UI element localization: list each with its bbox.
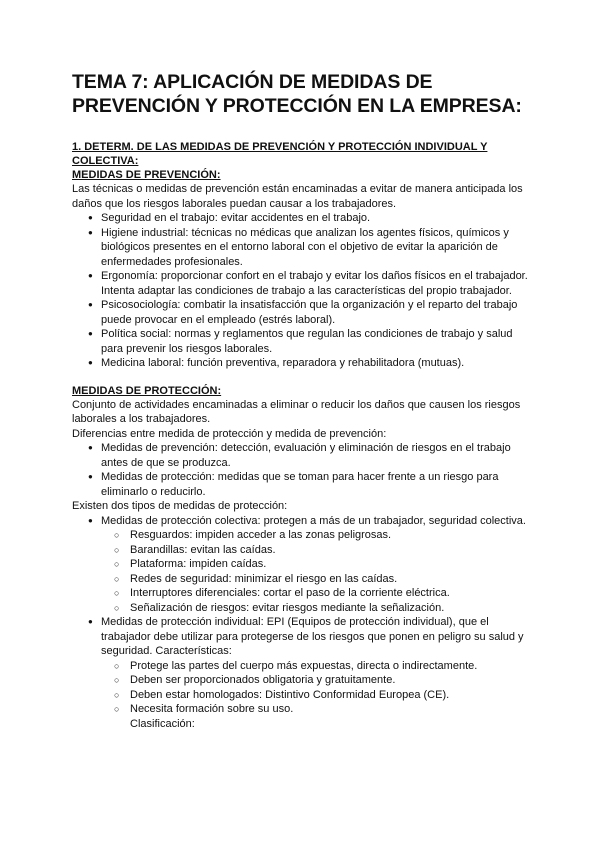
individual-sublist: [101, 659, 532, 717]
sub-list-item: ○ Deben estar homologados: Distintivo Conformidad Europea (CE).: [101, 688, 532, 703]
prevencion-heading: MEDIDAS DE PREVENCIÓN:: [72, 169, 221, 181]
prevencion-intro: Las técnicas o medidas de prevención están encaminadas a evitar de manera anticipada los daños que los riesgos laborales puedan causar a los trabajadores.: [72, 183, 523, 210]
list-item: ● Política social: normas y reglamentos que regulan las condiciones de trabajo y salud para prevenir los riesgos laborales.: [72, 327, 532, 356]
proteccion-heading: MEDIDAS DE PROTECCIÓN:: [72, 384, 222, 397]
sub-list-item: ○ Protege las partes del cuerpo más expuestas, directa o indirectamente.: [101, 659, 532, 674]
sub-list-item: ○ Deben ser proporcionados obligatoria y gratuitamente.: [101, 673, 532, 688]
list-item: ● Seguridad en el trabajo: evitar accidentes en el trabajo.: [72, 211, 532, 226]
proteccion-intro: Conjunto de actividades encaminadas a eliminar o reducir los daños que causen los riesgos laborales a los trabajadores.: [72, 398, 521, 425]
sub-list-item: ○ Barandillas: evitan las caídas.: [101, 543, 532, 558]
sub-list-item: ○ Interruptores diferenciales: cortar el paso de la corriente eléctrica.: [101, 586, 532, 601]
colectiva-sublist: [101, 528, 532, 615]
prevencion-list: [72, 211, 532, 371]
list-item-colectiva: [72, 514, 532, 616]
sub-list-item: ○ Plataforma: impiden caídas.: [101, 557, 532, 572]
diferencias-intro: Diferencias entre medida de protección y medida de prevención:: [72, 427, 387, 440]
sub-list-item: ○ Señalización de riesgos: evitar riesgos mediante la señalización.: [101, 601, 532, 616]
sub-list-item: ○ Necesita formación sobre su uso.: [101, 702, 532, 717]
tipos-intro: Existen dos tipos de medidas de protección:: [72, 500, 288, 512]
list-item: ● Psicosociología: combatir la insatisfacción que la organización y el reparto del trabajo puede provocar en el empleado (estrés laboral).: [72, 298, 532, 327]
list-item: ● Higiene industrial: técnicas no médicas que analizan los agentes físicos, químicos y biológicos presentes en el entorno laboral con el objetivo de evitar la aparición de enfermedades profesionales.: [72, 226, 532, 270]
list-item: ● Medidas de protección: medidas que se toman para hacer frente a un riesgo para eliminarlo o reducirlo.: [72, 470, 532, 499]
individual-label: Medidas de protección individual: EPI (Equipos de protección individual), que el trabajador debe utilizar para protegerse de los riesgos que ponen en peligro su salud y seguridad. Características:: [101, 616, 524, 657]
list-item-individual: [72, 615, 532, 731]
colectiva-label: Medidas de protección colectiva: protegen a más de un trabajador, seguridad colectiva.: [101, 514, 526, 527]
document-title: TEMA 7: APLICACIÓN DE MEDIDAS DE PREVENCIÓN Y PROTECCIÓN EN LA EMPRESA:: [72, 71, 522, 117]
list-item: ● Ergonomía: proporcionar confort en el trabajo y evitar los daños físicos en el trabajador. Intenta adaptar las condiciones de trabajo a las características del propio trabajador.: [72, 269, 532, 298]
section-heading: 1. DETERM. DE LAS MEDIDAS DE PREVENCIÓN Y PROTECCIÓN INDIVIDUAL Y COLECTIVA:: [72, 141, 488, 167]
clasificacion-label: Clasificación:: [130, 717, 195, 730]
document-page: [72, 70, 532, 731]
diferencias-list: [72, 441, 532, 499]
list-item: ● Medidas de prevención: detección, evaluación y eliminación de riesgos en el trabajo antes de que se produzca.: [72, 441, 532, 470]
sub-list-item: ○ Resguardos: impiden acceder a las zonas peligrosas.: [101, 528, 532, 543]
list-item: ● Medicina laboral: función preventiva, reparadora y rehabilitadora (mutuas).: [72, 356, 532, 371]
sub-list-item: ○ Redes de seguridad: minimizar el riesgo en las caídas.: [101, 572, 532, 587]
tipos-list: [72, 514, 532, 732]
